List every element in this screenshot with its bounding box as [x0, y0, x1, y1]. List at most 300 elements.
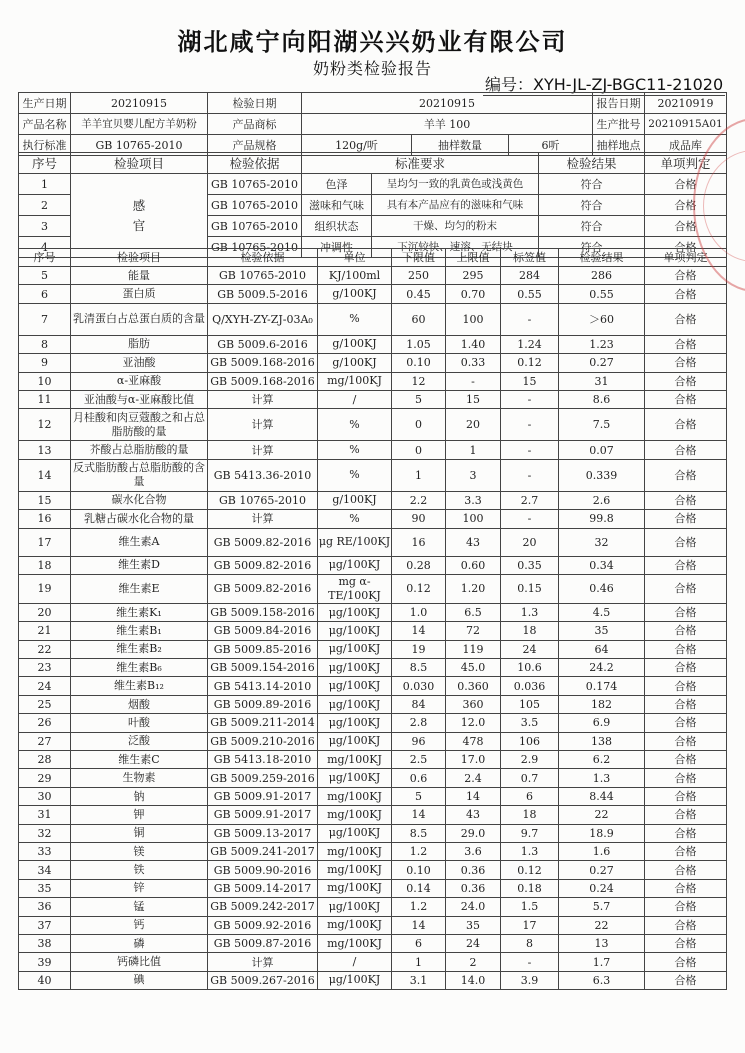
upper-limit: 17.0	[446, 751, 501, 769]
label-value: 1.5	[501, 898, 559, 916]
verdict: 合格	[645, 898, 727, 916]
result: 0.27	[559, 354, 645, 372]
table-row	[19, 491, 727, 509]
item: 镁	[71, 842, 208, 860]
upper-limit: 0.70	[446, 285, 501, 303]
label-value: 0.55	[501, 285, 559, 303]
lower-limit: 0.14	[392, 879, 446, 897]
unit: μg/100KJ	[318, 695, 392, 713]
result: 0.46	[559, 574, 645, 603]
verdict: 合格	[645, 787, 727, 805]
header-lower-limit: 下限值	[392, 249, 446, 267]
company-name: 湖北咸宁向阳湖兴兴奶业有限公司	[177, 28, 568, 56]
unit: μg/100KJ	[318, 714, 392, 732]
item: 钠	[71, 787, 208, 805]
label-value: 0.12	[501, 861, 559, 879]
basis: GB 5009.241-2017	[208, 842, 318, 860]
table-row	[19, 695, 727, 713]
upper-limit: 6.5	[446, 603, 501, 621]
result: 24.2	[559, 659, 645, 677]
basis: 计算	[208, 953, 318, 971]
verdict: 合格	[645, 459, 727, 491]
lower-limit: 0.10	[392, 861, 446, 879]
verdict: 合格	[645, 237, 727, 258]
item: 碘	[71, 971, 208, 989]
sensory-header-row	[19, 153, 727, 174]
result: 35	[559, 622, 645, 640]
basis: GB 5009.85-2016	[208, 640, 318, 658]
upper-limit: 24	[446, 934, 501, 952]
upper-limit: 43	[446, 806, 501, 824]
table-row	[19, 390, 727, 408]
seq: 8	[19, 335, 71, 353]
label: 产品商标	[208, 114, 302, 135]
verdict: 合格	[645, 879, 727, 897]
upper-limit: 3.6	[446, 842, 501, 860]
item: 叶酸	[71, 714, 208, 732]
aspect: 冲调性	[302, 237, 372, 258]
label-value: 20	[501, 528, 559, 556]
unit: g/100KJ	[318, 354, 392, 372]
item: 亚油酸	[71, 354, 208, 372]
label: 产品规格	[208, 135, 302, 156]
info-table	[18, 92, 727, 156]
seq: 1	[19, 174, 71, 195]
unit: μg/100KJ	[318, 971, 392, 989]
label: 检验日期	[208, 93, 302, 114]
sample-quantity: 6听	[509, 135, 593, 156]
result: 13	[559, 934, 645, 952]
verdict: 合格	[645, 916, 727, 934]
header-basis: 检验依据	[208, 153, 302, 174]
lower-limit: 0.6	[392, 769, 446, 787]
unit: mg/100KJ	[318, 879, 392, 897]
header-seq: 序号	[19, 249, 71, 267]
label-value: -	[501, 390, 559, 408]
basis: GB 10765-2010	[208, 174, 302, 195]
seq: 2	[19, 195, 71, 216]
lower-limit: 1.0	[392, 603, 446, 621]
basis: 计算	[208, 390, 318, 408]
unit: μg/100KJ	[318, 622, 392, 640]
basis: GB 10765-2010	[208, 237, 302, 258]
result: 18.9	[559, 824, 645, 842]
unit: μg RE/100KJ	[318, 528, 392, 556]
unit: μg/100KJ	[318, 898, 392, 916]
result: 1.3	[559, 769, 645, 787]
label-value: 105	[501, 695, 559, 713]
table-row	[19, 459, 727, 491]
item: 维生素E	[71, 574, 208, 603]
seq: 7	[19, 303, 71, 335]
label-value: 3.5	[501, 714, 559, 732]
unit: %	[318, 303, 392, 335]
unit: mg/100KJ	[318, 842, 392, 860]
lower-limit: 14	[392, 916, 446, 934]
upper-limit: 100	[446, 510, 501, 528]
header-seq: 序号	[19, 153, 71, 174]
result: 22	[559, 806, 645, 824]
result: 32	[559, 528, 645, 556]
header-verdict: 单项判定	[645, 153, 727, 174]
header-verdict: 单项判定	[645, 249, 727, 267]
basis: GB 5009.168-2016	[208, 354, 318, 372]
unit: mg α-TE/100KJ	[318, 574, 392, 603]
item: 维生素B₁₂	[71, 677, 208, 695]
label-value: 17	[501, 916, 559, 934]
lower-limit: 0.28	[392, 556, 446, 574]
table-row	[19, 303, 727, 335]
label-value: -	[501, 953, 559, 971]
upper-limit: 0.36	[446, 861, 501, 879]
unit: μg/100KJ	[318, 824, 392, 842]
lower-limit: 2.2	[392, 491, 446, 509]
verdict: 合格	[645, 842, 727, 860]
item: 乳糖占碳水化合物的量	[71, 510, 208, 528]
item: 锌	[71, 879, 208, 897]
unit: %	[318, 441, 392, 459]
table-row	[19, 285, 727, 303]
verdict: 合格	[645, 556, 727, 574]
seq: 19	[19, 574, 71, 603]
production-date: 20210915	[71, 93, 208, 114]
item: 钙磷比值	[71, 953, 208, 971]
table-row	[19, 677, 727, 695]
lower-limit: 0.030	[392, 677, 446, 695]
label-value: 24	[501, 640, 559, 658]
label: 产品名称	[19, 114, 71, 135]
upper-limit: 15	[446, 390, 501, 408]
result: 0.339	[559, 459, 645, 491]
upper-limit: 1.20	[446, 574, 501, 603]
basis: GB 5413.14-2010	[208, 677, 318, 695]
test-date: 20210915	[302, 93, 593, 114]
header-label-value: 标签值	[501, 249, 559, 267]
verdict: 合格	[645, 195, 727, 216]
lower-limit: 0	[392, 441, 446, 459]
unit: μg/100KJ	[318, 659, 392, 677]
unit: mg/100KJ	[318, 751, 392, 769]
label-value: 2.7	[501, 491, 559, 509]
result: 1.23	[559, 335, 645, 353]
document-number: 编号：XYH-JL-ZJ-BGC11-21020	[483, 72, 725, 96]
seq: 12	[19, 409, 71, 441]
verdict: 合格	[645, 390, 727, 408]
unit: /	[318, 390, 392, 408]
upper-limit: 0.60	[446, 556, 501, 574]
item: 月桂酸和肉豆蔻酸之和占总脂肪酸的量	[71, 409, 208, 441]
table-row	[19, 769, 727, 787]
label: 抽样数量	[412, 135, 509, 156]
lower-limit: 14	[392, 806, 446, 824]
upper-limit: 14	[446, 787, 501, 805]
basis: GB 5009.82-2016	[208, 528, 318, 556]
item: 维生素K₁	[71, 603, 208, 621]
header-item: 检验项目	[71, 249, 208, 267]
verdict: 合格	[645, 861, 727, 879]
basis: GB 10765-2010	[208, 195, 302, 216]
seq: 24	[19, 677, 71, 695]
unit: μg/100KJ	[318, 603, 392, 621]
verdict: 合格	[645, 751, 727, 769]
item: α-亚麻酸	[71, 372, 208, 390]
table-row	[19, 372, 727, 390]
result: ＞60	[559, 303, 645, 335]
unit: /	[318, 953, 392, 971]
result: 8.6	[559, 390, 645, 408]
basis: GB 5009.84-2016	[208, 622, 318, 640]
verdict: 合格	[645, 285, 727, 303]
brand: 羊羊 100	[302, 114, 593, 135]
basis: GB 5009.5-2016	[208, 285, 318, 303]
result: 22	[559, 916, 645, 934]
basis: GB 10765-2010	[208, 491, 318, 509]
label: 抽样地点	[593, 135, 645, 156]
lower-limit: 6	[392, 934, 446, 952]
item: 维生素D	[71, 556, 208, 574]
item: 磷	[71, 934, 208, 952]
table-row	[19, 971, 727, 989]
verdict: 合格	[645, 303, 727, 335]
label-value: 0.15	[501, 574, 559, 603]
result: 7.5	[559, 409, 645, 441]
table-row	[19, 916, 727, 934]
lower-limit: 0.12	[392, 574, 446, 603]
upper-limit: 24.0	[446, 898, 501, 916]
table-row	[19, 659, 727, 677]
item: 烟酸	[71, 695, 208, 713]
table-row	[19, 824, 727, 842]
label: 生产批号	[593, 114, 645, 135]
result: 64	[559, 640, 645, 658]
seq: 40	[19, 971, 71, 989]
item: 钾	[71, 806, 208, 824]
verdict: 合格	[645, 354, 727, 372]
verdict: 合格	[645, 491, 727, 509]
upper-limit: 2	[446, 953, 501, 971]
result: 0.27	[559, 861, 645, 879]
unit: g/100KJ	[318, 491, 392, 509]
item: 维生素A	[71, 528, 208, 556]
basis: GB 10765-2010	[208, 267, 318, 285]
basis: 计算	[208, 510, 318, 528]
seq: 25	[19, 695, 71, 713]
item: 钙	[71, 916, 208, 934]
table-row	[19, 267, 727, 285]
basis: GB 5413.36-2010	[208, 459, 318, 491]
basis: GB 5009.242-2017	[208, 898, 318, 916]
unit: μg/100KJ	[318, 677, 392, 695]
table-row	[19, 787, 727, 805]
lower-limit: 16	[392, 528, 446, 556]
result: 0.24	[559, 879, 645, 897]
header-upper-limit: 上限值	[446, 249, 501, 267]
table-row	[19, 622, 727, 640]
table-row	[19, 556, 727, 574]
label-value: 0.12	[501, 354, 559, 372]
result: 99.8	[559, 510, 645, 528]
verdict: 合格	[645, 934, 727, 952]
seq: 16	[19, 510, 71, 528]
upper-limit: 1.40	[446, 335, 501, 353]
unit: KJ/100ml	[318, 267, 392, 285]
basis: GB 5009.210-2016	[208, 732, 318, 750]
basis: GB 5009.14-2017	[208, 879, 318, 897]
label-value: -	[501, 510, 559, 528]
item: 脂肪	[71, 335, 208, 353]
seq: 14	[19, 459, 71, 491]
label-value: 1.3	[501, 842, 559, 860]
item: 维生素B₁	[71, 622, 208, 640]
verdict: 合格	[645, 372, 727, 390]
seq: 33	[19, 842, 71, 860]
result: 符合	[539, 237, 645, 258]
requirement: 干燥、均匀的粉末	[372, 216, 539, 237]
table-row	[19, 714, 727, 732]
seq: 21	[19, 622, 71, 640]
basis: GB 5009.90-2016	[208, 861, 318, 879]
item: 反式脂肪酸占总脂肪酸的含量	[71, 459, 208, 491]
table-row	[19, 898, 727, 916]
table-row	[19, 409, 727, 441]
result: 31	[559, 372, 645, 390]
label-value: 3.9	[501, 971, 559, 989]
header-result: 检验结果	[539, 153, 645, 174]
result: 0.174	[559, 677, 645, 695]
report-date: 20210919	[645, 93, 727, 114]
basis: 计算	[208, 409, 318, 441]
header-requirement: 标准要求	[302, 153, 539, 174]
seq: 17	[19, 528, 71, 556]
label-value: 0.18	[501, 879, 559, 897]
seq: 35	[19, 879, 71, 897]
upper-limit: 100	[446, 303, 501, 335]
verdict: 合格	[645, 714, 727, 732]
lower-limit: 250	[392, 267, 446, 285]
seq: 15	[19, 491, 71, 509]
aspect: 组织状态	[302, 216, 372, 237]
label: 生产日期	[19, 93, 71, 114]
verdict: 合格	[645, 677, 727, 695]
basis: GB 5009.154-2016	[208, 659, 318, 677]
table-row	[19, 879, 727, 897]
result: 6.9	[559, 714, 645, 732]
seq: 27	[19, 732, 71, 750]
upper-limit: 35	[446, 916, 501, 934]
lower-limit: 5	[392, 787, 446, 805]
label-value: 9.7	[501, 824, 559, 842]
table-row	[19, 441, 727, 459]
seq: 29	[19, 769, 71, 787]
verdict: 合格	[645, 510, 727, 528]
upper-limit: 360	[446, 695, 501, 713]
table-row	[19, 934, 727, 952]
verdict: 合格	[645, 695, 727, 713]
item: 维生素B₂	[71, 640, 208, 658]
lower-limit: 60	[392, 303, 446, 335]
label-value: 18	[501, 622, 559, 640]
test-results-table	[18, 248, 727, 990]
table-row	[19, 528, 727, 556]
seq: 39	[19, 953, 71, 971]
verdict: 合格	[645, 640, 727, 658]
unit: mg/100KJ	[318, 916, 392, 934]
upper-limit: 119	[446, 640, 501, 658]
lower-limit: 96	[392, 732, 446, 750]
unit: mg/100KJ	[318, 806, 392, 824]
header-basis: 检验依据	[208, 249, 318, 267]
result: 0.55	[559, 285, 645, 303]
verdict: 合格	[645, 574, 727, 603]
main-header-row	[19, 249, 727, 267]
lower-limit: 84	[392, 695, 446, 713]
verdict: 合格	[645, 528, 727, 556]
sensory-table	[18, 152, 727, 258]
upper-limit: 14.0	[446, 971, 501, 989]
verdict: 合格	[645, 603, 727, 621]
basis: GB 5009.158-2016	[208, 603, 318, 621]
table-row	[19, 861, 727, 879]
lower-limit: 1	[392, 953, 446, 971]
item: 乳清蛋白占总蛋白质的含量	[71, 303, 208, 335]
label-value: -	[501, 409, 559, 441]
basis: GB 5009.89-2016	[208, 695, 318, 713]
label-value: 1.3	[501, 603, 559, 621]
item: 泛酸	[71, 732, 208, 750]
label-value: 0.7	[501, 769, 559, 787]
unit: %	[318, 409, 392, 441]
lower-limit: 1.2	[392, 898, 446, 916]
standard: GB 10765-2010	[71, 135, 208, 156]
label-value: 10.6	[501, 659, 559, 677]
table-row	[19, 806, 727, 824]
upper-limit: 478	[446, 732, 501, 750]
result: 符合	[539, 174, 645, 195]
basis: GB 5009.91-2017	[208, 806, 318, 824]
upper-limit: 12.0	[446, 714, 501, 732]
unit: mg/100KJ	[318, 372, 392, 390]
seq: 10	[19, 372, 71, 390]
item: 碳水化合物	[71, 491, 208, 509]
basis: GB 5009.91-2017	[208, 787, 318, 805]
seq: 4	[19, 237, 71, 258]
seq: 36	[19, 898, 71, 916]
info-row	[19, 93, 727, 114]
lower-limit: 5	[392, 390, 446, 408]
basis: GB 5009.259-2016	[208, 769, 318, 787]
item: 生物素	[71, 769, 208, 787]
verdict: 合格	[645, 769, 727, 787]
label-value: 0.036	[501, 677, 559, 695]
result: 8.44	[559, 787, 645, 805]
seq: 11	[19, 390, 71, 408]
table-row	[19, 732, 727, 750]
basis: GB 5009.82-2016	[208, 556, 318, 574]
label-value: 15	[501, 372, 559, 390]
lower-limit: 90	[392, 510, 446, 528]
verdict: 合格	[645, 267, 727, 285]
seq: 28	[19, 751, 71, 769]
result: 182	[559, 695, 645, 713]
table-row	[19, 751, 727, 769]
lower-limit: 0.10	[392, 354, 446, 372]
item: 铜	[71, 824, 208, 842]
lower-limit: 12	[392, 372, 446, 390]
lower-limit: 2.8	[392, 714, 446, 732]
seq: 30	[19, 787, 71, 805]
label-value: 0.35	[501, 556, 559, 574]
upper-limit: 295	[446, 267, 501, 285]
